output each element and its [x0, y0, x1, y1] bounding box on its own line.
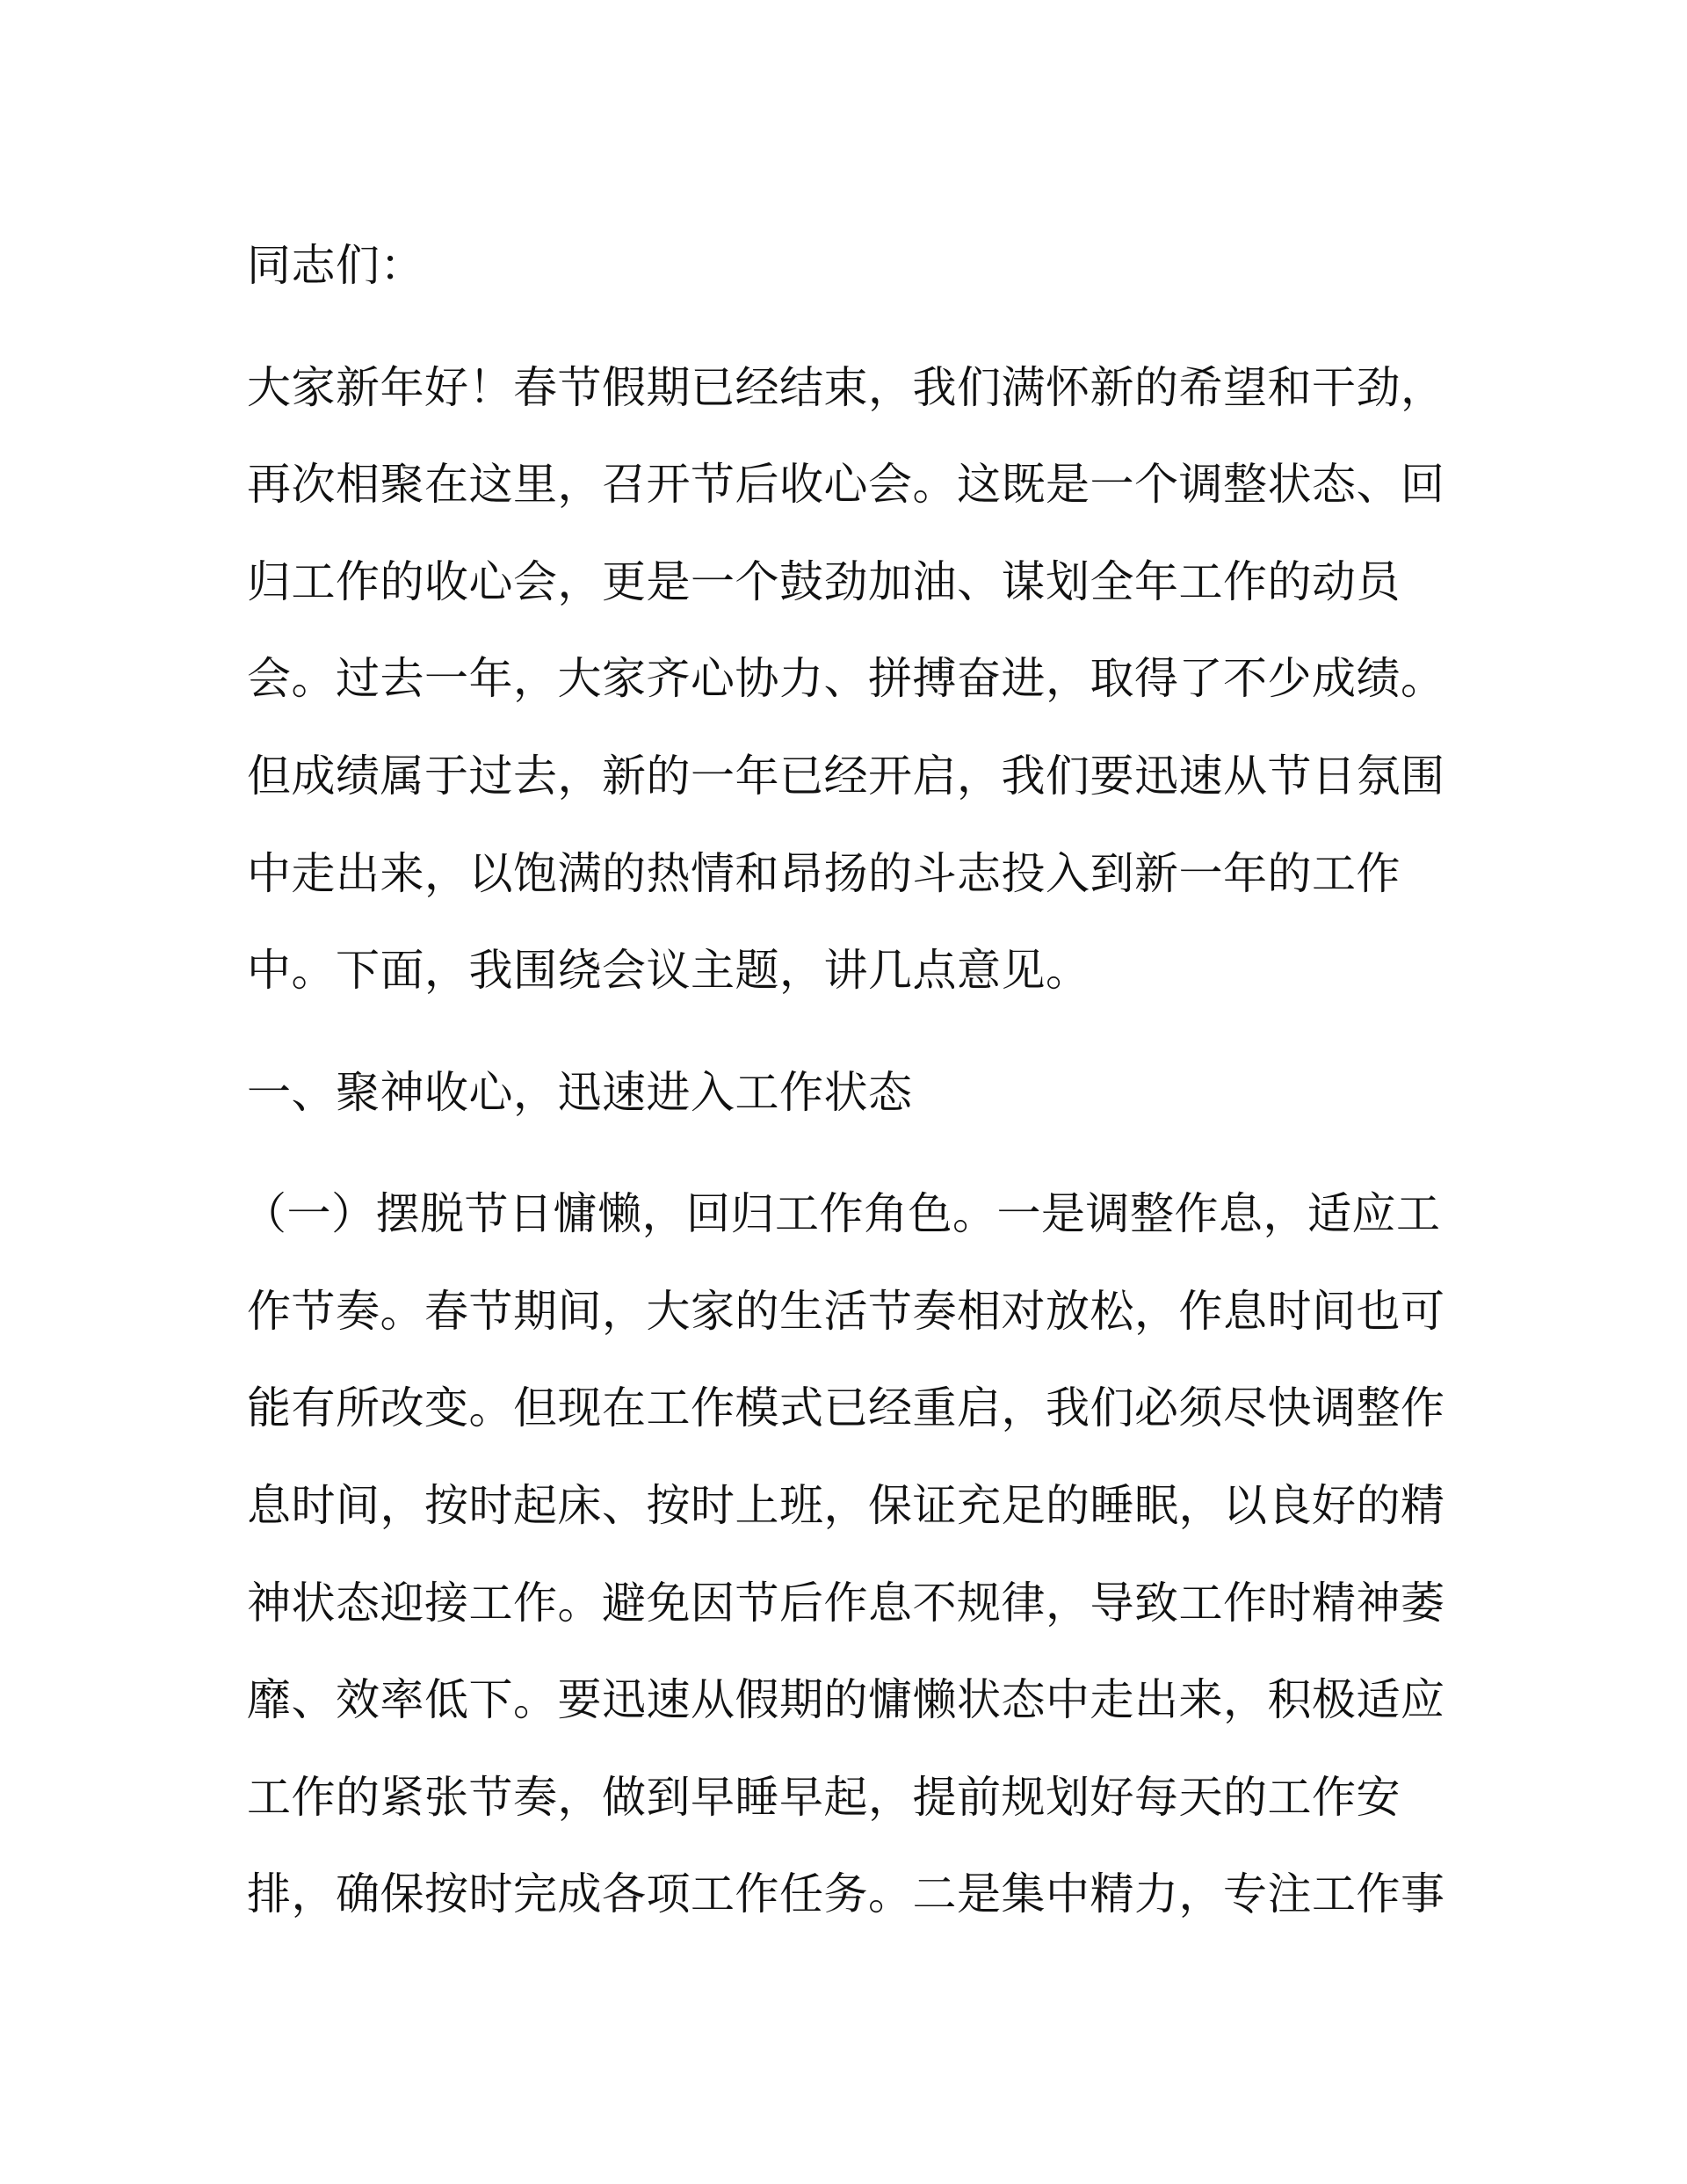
paragraph-line: 会。过去一年，大家齐心协力、拼搏奋进，取得了不少成绩。	[247, 653, 1445, 704]
salutation: 同志们：	[247, 240, 424, 291]
paragraph-line: 中。下面，我围绕会议主题，讲几点意见。	[247, 945, 1090, 996]
paragraph-line: 息时间，按时起床、按时上班，保证充足的睡眠，以良好的精	[247, 1480, 1445, 1531]
paragraph-line: 靡、效率低下。要迅速从假期的慵懒状态中走出来，积极适应	[247, 1674, 1445, 1725]
paragraph-line: 再次相聚在这里，召开节后收心会。这既是一个调整状态、回	[247, 459, 1445, 510]
paragraph-line: 神状态迎接工作。避免因节后作息不规律，导致工作时精神萎	[247, 1578, 1445, 1629]
paragraph-line: 大家新年好！春节假期已经结束，我们满怀新的希望和干劲，	[247, 362, 1445, 413]
paragraph-line: （一）摆脱节日慵懒，回归工作角色。一是调整作息，适应工	[243, 1188, 1441, 1239]
paragraph-line: 归工作的收心会，更是一个鼓劲加油、谋划全年工作的动员	[247, 556, 1401, 607]
paragraph-line: 排，确保按时完成各项工作任务。二是集中精力，专注工作事	[247, 1868, 1445, 1919]
paragraph-line: 中走出来，以饱满的热情和昂扬的斗志投入到新一年的工作	[247, 848, 1401, 899]
section-heading: 一、聚神收心，迅速进入工作状态	[247, 1067, 913, 1118]
paragraph-line: 能有所改变。但现在工作模式已经重启，我们必须尽快调整作	[247, 1382, 1445, 1433]
paragraph-line: 工作的紧张节奏，做到早睡早起，提前规划好每天的工作安	[247, 1772, 1401, 1823]
paragraph-line: 但成绩属于过去，新的一年已经开启，我们要迅速从节日氛围	[247, 751, 1445, 802]
paragraph-line: 作节奏。春节期间，大家的生活节奏相对放松，作息时间也可	[247, 1286, 1445, 1337]
